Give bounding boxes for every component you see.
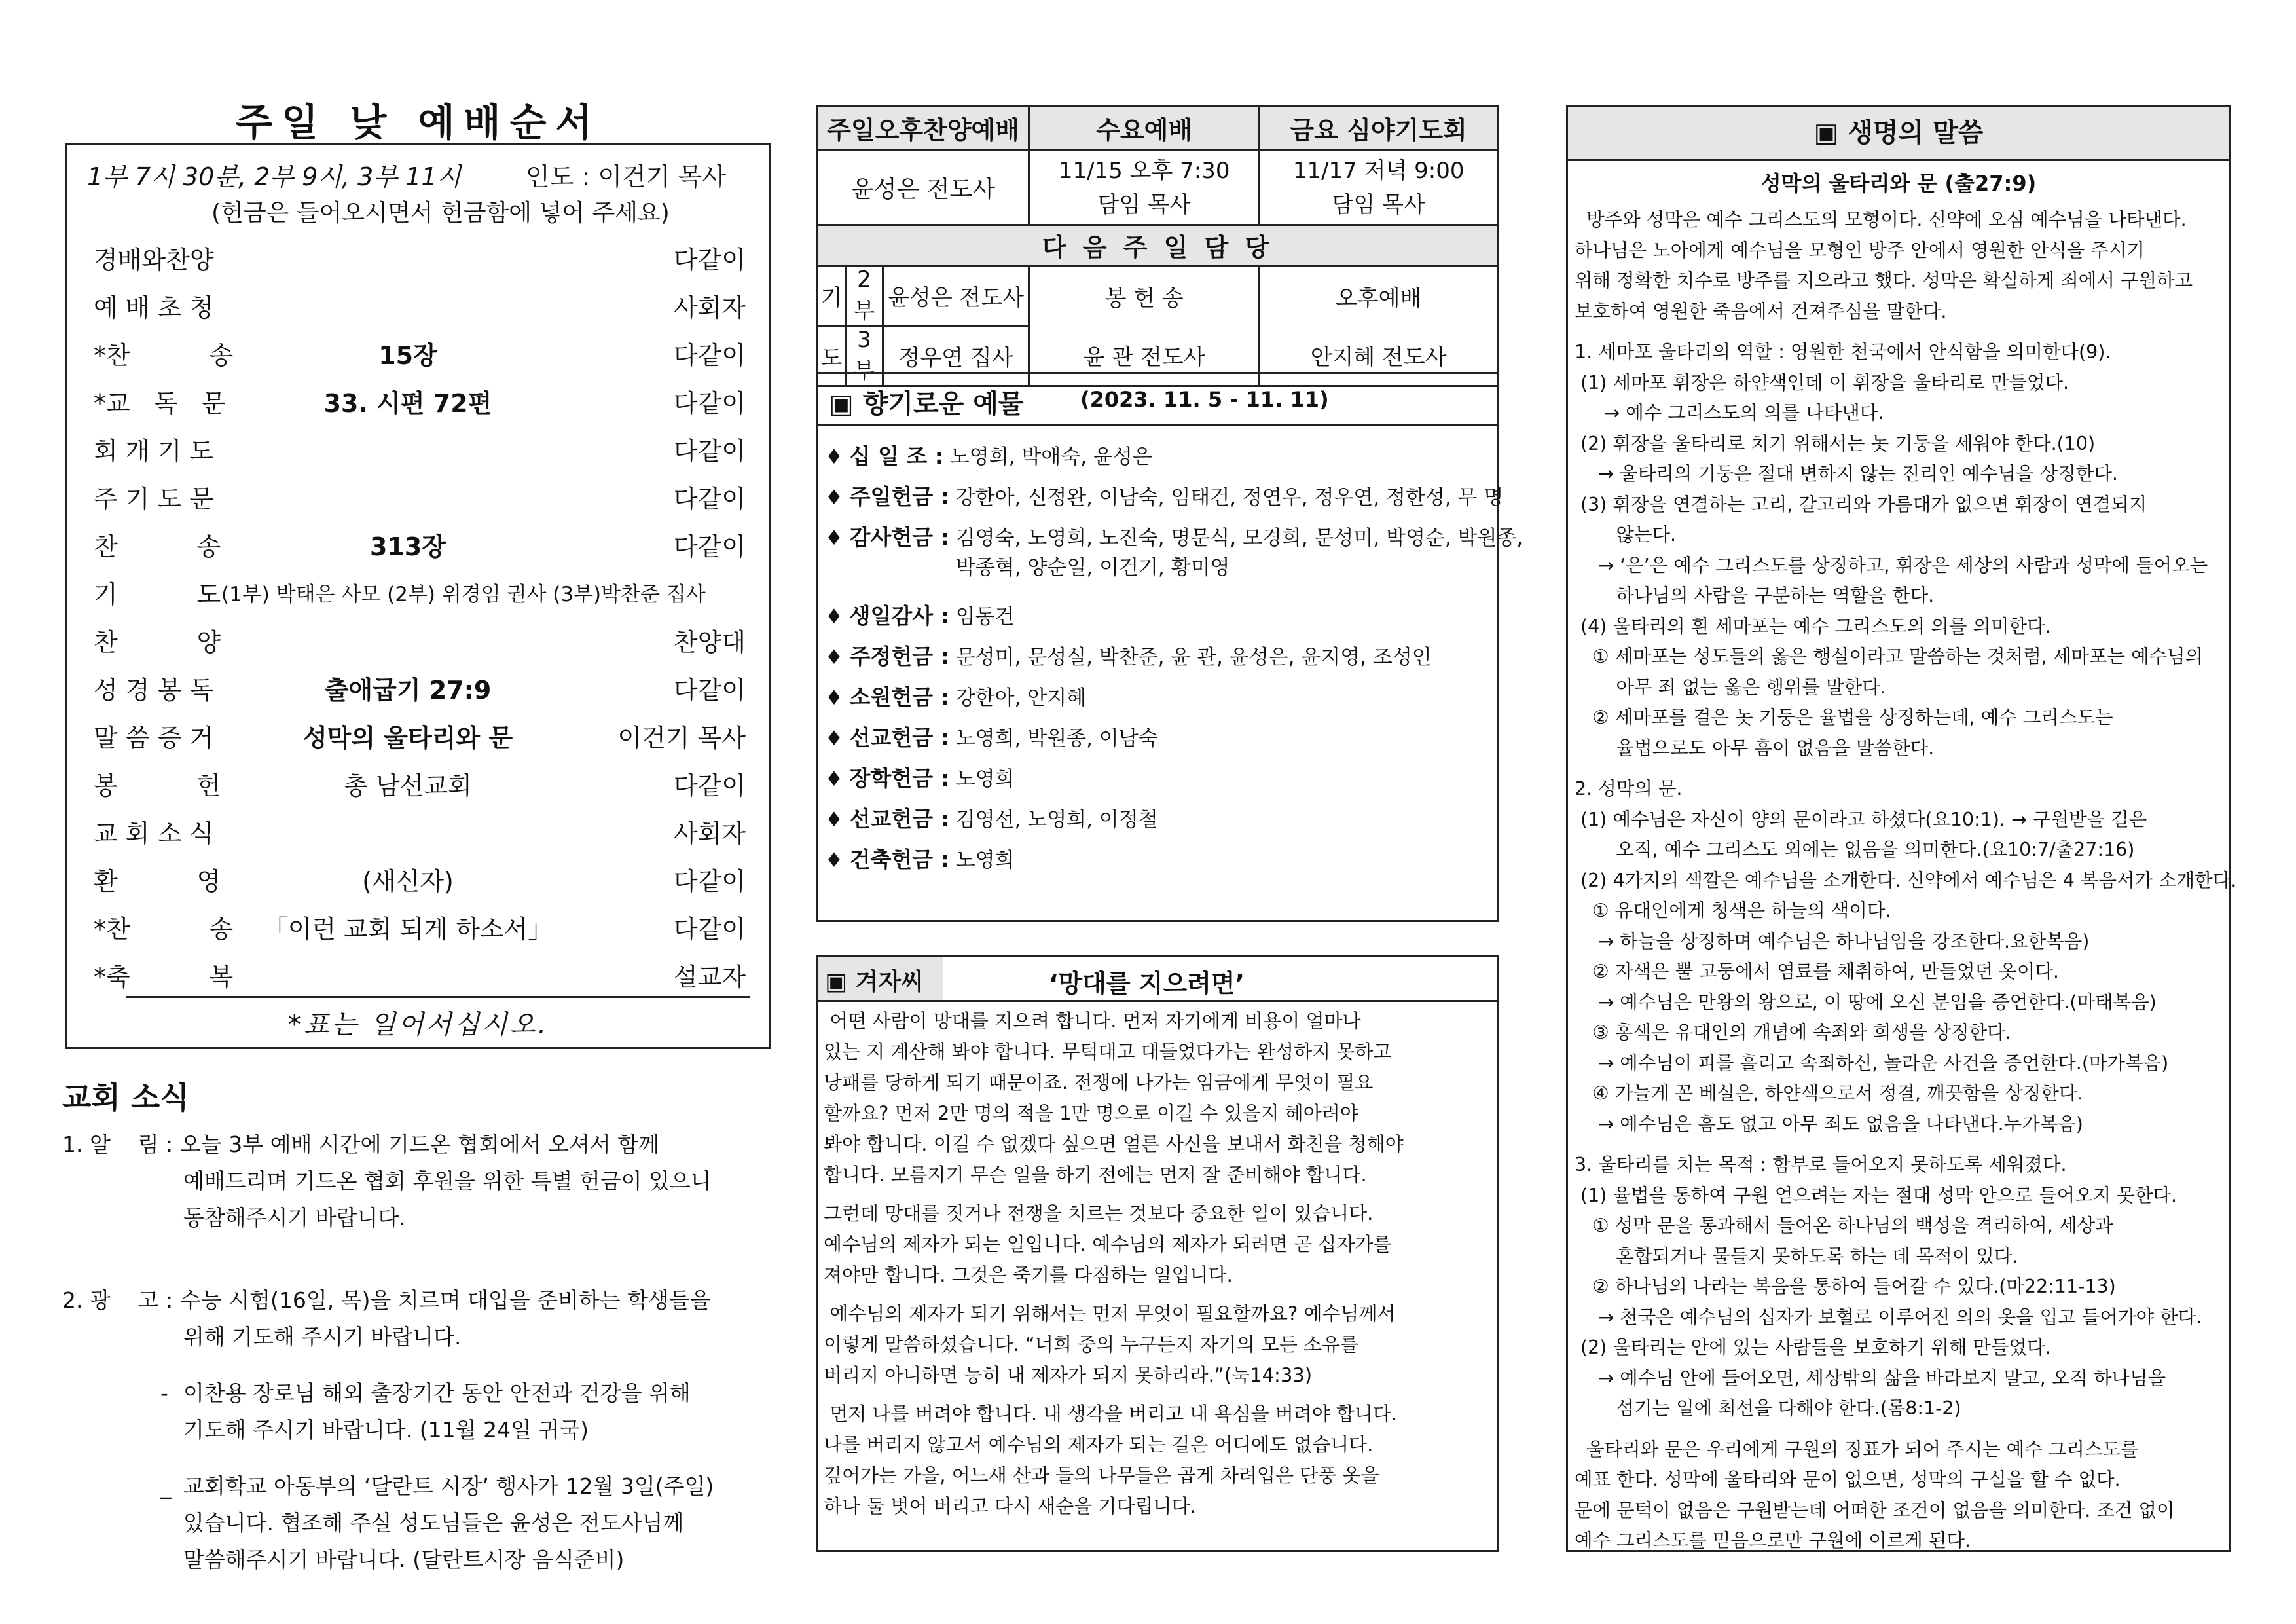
order-content: 313장 [369, 532, 446, 561]
sermon-line: 예표 한다. 성막에 울타리와 문이 없으면, 성막의 구실을 할 수 없다. [1575, 1469, 2121, 1490]
news-line: 위해 기도해 주시기 바랍니다. [183, 1324, 462, 1350]
stand-note: *표는 일어서십시오. [287, 1010, 549, 1040]
order-item: 찬 양 [94, 628, 221, 657]
mustard-line: 이렇게 말씀하셨습니다. “너희 중의 누구든지 자기의 모든 소유를 [824, 1333, 1359, 1356]
news-line: 수능 시험(16일, 목)을 치르며 대입을 준비하는 학생들을 [180, 1287, 711, 1313]
schedule-header-sunday-pm: 주일오후찬양예배 [818, 106, 1029, 151]
order-who: 다같이 [673, 437, 746, 466]
order-row [67, 906, 769, 953]
news-subitem-dash: _ [160, 1473, 172, 1499]
mustard-line: 나를 버리지 않고서 예수님의 제자가 되는 길은 어디에도 없습니다. [824, 1433, 1374, 1456]
sermon-line: ① 세마포는 성도들의 옳은 행실이라고 말씀하는 것처럼, 세마포는 예수님의 [1575, 646, 2204, 667]
offering-label: 장학헌금 : [849, 766, 949, 791]
order-content: 출애굽기 27:9 [324, 676, 492, 705]
sermon-line: (1) 예수님은 자신이 양의 문이라고 하셨다(요10:1). → 구원받을 길은 [1575, 808, 2147, 830]
order-item: *찬 송 [94, 915, 234, 944]
news-line: 동참해주시기 바랍니다. [183, 1205, 406, 1230]
order-item: 회 개 기 도 [94, 437, 214, 466]
offerings-list [818, 439, 1523, 911]
friday-cell [1260, 151, 1498, 225]
offering-label: 감사헌금 : [849, 525, 949, 550]
prayer-part3: 3부 [846, 326, 883, 386]
sermon-line: (1) 율법을 통하여 구원 얻으려는 자는 절대 성막 안으로 들어오지 못한다. [1575, 1184, 2177, 1206]
offering-item: ♦ 소원헌금 : 강한아, 안지혜 [825, 684, 1087, 710]
mustard-line: 합니다. 모름지기 무슨 일을 하기 전에는 먼저 잘 준비해야 합니다. [824, 1164, 1367, 1186]
offering-label: 선교헌금 : [849, 725, 949, 750]
mustard-line: 예수님의 제자가 되는 일입니다. 예수님의 제자가 되려면 곧 십자가를 [824, 1233, 1392, 1255]
order-who: 찬양대 [673, 628, 746, 657]
offering-label: 생일감사 : [849, 603, 949, 629]
order-who: 다같이 [673, 485, 746, 513]
order-item: *찬 송 [94, 341, 234, 370]
pm-service-name: 안지혜 전도사 [1260, 326, 1498, 386]
order-row [67, 953, 769, 1001]
news-title: 교회 소식 [62, 1080, 189, 1115]
offering-item: ♦ 장학헌금 : 노영희 [825, 766, 1015, 791]
order-item: 찬 송 [94, 532, 221, 561]
offering-names: 김영선, 노영희, 이정철 [955, 808, 1158, 832]
offering-label: 십 일 조 : [849, 443, 943, 469]
sermon-line: ② 세마포를 걸은 놋 기둥은 율법을 상징하는데, 예수 그리스도는 [1575, 707, 2113, 728]
order-item: 주 기 도 문 [94, 485, 214, 513]
order-item: 봉 헌 [94, 771, 221, 800]
order-content: 33. 시편 72편 [323, 389, 492, 418]
sermon-line: (2) 울타리는 안에 있는 사람들을 보호하기 위해 만들었다. [1575, 1337, 2051, 1358]
sermon-line: 혼합되거나 물들지 못하도록 하는 데 목적이 있다. [1575, 1245, 2018, 1267]
offerings-period: (2023. 11. 5 - 11. 11) [1080, 387, 1329, 412]
sermon-line: (2) 4가지의 색깔은 예수님을 소개한다. 신약에서 예수님은 4 복음서가 소개한다. [1575, 869, 2237, 891]
offerings-header [818, 374, 1497, 426]
order-item: 교 회 소 식 [94, 819, 214, 848]
order-row [67, 858, 769, 905]
mustard-line: 봐야 합니다. 이길 수 없겠다 싶으면 얼른 사신을 보내서 화친을 청해야 [824, 1133, 1404, 1155]
order-content: (1부) 박태은 사모 (2부) 위경임 권사 (3부)박찬준 집사 [221, 583, 706, 606]
offering-label: 주정헌금 : [849, 644, 949, 669]
wednesday-time: 11/15 오후 7:30 [1058, 157, 1230, 184]
order-item: 예 배 초 청 [94, 293, 214, 322]
order-who: 사회자 [673, 293, 746, 322]
mustard-line: 져야만 합니다. 그것은 죽기를 다짐하는 일입니다. [824, 1264, 1233, 1286]
order-row [67, 428, 769, 475]
news-label: 1. 알 림 : [62, 1132, 173, 1157]
order-who: 다같이 [673, 676, 746, 705]
order-title: 주일 낮 예배순서 [236, 100, 602, 145]
offering-names: 노영희 [955, 767, 1015, 791]
order-row [67, 667, 769, 714]
sermon-line: 보호하여 영원한 죽음에서 건져주심을 말한다. [1575, 300, 1947, 322]
offering-label: 건축헌금 : [849, 847, 949, 872]
friday-leader: 담임 목사 [1332, 191, 1425, 218]
sermon-box [1566, 105, 2237, 1552]
offering-label: 주일헌금 : [849, 484, 949, 509]
sermon-line: (4) 울타리의 흰 세마포는 예수 그리스도의 의를 의미한다. [1575, 615, 2051, 637]
order-row [67, 380, 769, 427]
sermon-line: (2) 휘장을 울타리로 치기 위해서는 놋 기둥을 세워야 한다.(10) [1575, 432, 2096, 454]
offering-names: 노영희, 박원종, 이남숙 [955, 727, 1158, 750]
mustard-line: 버리지 아니하면 능히 내 제자가 되지 못하리라.”(눅14:33) [824, 1364, 1313, 1386]
order-item: 기 도 [94, 580, 221, 609]
order-row [67, 762, 769, 809]
sermon-line: ② 자색은 뿔 고둥에서 염료를 채취하여, 만들었던 옷이다. [1575, 961, 2059, 982]
prayer-label-gi: 기 [818, 266, 846, 326]
offering-item: ♦ 건축헌금 : 노영희 [825, 847, 1015, 872]
pm-service-title: 오후예배 [1260, 266, 1498, 326]
offering-item: ♦ 주정헌금 : 문성미, 문성실, 박찬준, 윤 관, 윤성은, 윤지영, 조성인 [825, 644, 1432, 669]
sermon-line: → 예수님이 피를 흘리고 속죄하신, 놀라운 사건을 증언한다.(마가복음) [1575, 1052, 2169, 1074]
sermon-line: → 예수 그리스도의 의를 나타낸다. [1575, 402, 1884, 424]
mustard-line: 있는 지 계산해 봐야 합니다. 무턱대고 대들었다가는 완성하지 못하고 [824, 1041, 1392, 1063]
order-divider [126, 996, 750, 998]
mustard-line: 먼저 나를 버려야 합니다. 내 생각을 버리고 내 욕심을 버려야 합니다. [824, 1403, 1398, 1425]
sermon-line: 예수 그리스도를 믿음으로만 구원에 이르게 된다. [1575, 1530, 1971, 1551]
offerings-title: ▣ 향기로운 예물 [829, 389, 1024, 419]
prayer-label-do: 도 [818, 326, 846, 386]
news-subitem-line: 있습니다. 협조해 주실 성도님들은 윤성은 전도사님께 [183, 1510, 684, 1536]
order-who: 다같이 [673, 532, 746, 561]
order-who: 다같이 [673, 867, 746, 896]
offering-item: ♦ 주일헌금 : 강한아, 신정완, 이남숙, 임태건, 정연우, 정우연, 정한성, 무 명 [825, 484, 1504, 509]
sermon-line: → 예수님은 흠도 없고 아무 죄도 없음을 나타낸다.누가복음) [1575, 1113, 2083, 1135]
order-item: 환 영 [94, 867, 221, 896]
mustard-line: 하나 둘 벗어 버리고 다시 새순을 기다립니다. [824, 1495, 1196, 1517]
offering-names: 박종혁, 양순일, 이건기, 황미영 [956, 556, 1230, 580]
offering-song-name: 윤 관 전도사 [1029, 326, 1260, 386]
order-content: 성막의 울타리와 문 [302, 724, 513, 752]
schedule-header-friday: 금요 심야기도회 [1260, 106, 1498, 151]
offering-item: ♦ 감사헌금 : 김영숙, 노영희, 노진숙, 명문식, 모경희, 문성미, 박영순, 박원종, [825, 525, 1523, 550]
mustard-line: 어떤 사람이 망대를 지으려 합니다. 먼저 자기에게 비용이 얼마나 [824, 1010, 1361, 1032]
offering-names: 강한아, 신정완, 이남숙, 임태건, 정연우, 정우연, 정한성, 무 명 [955, 486, 1504, 509]
sermon-line: → ‘은’은 예수 그리스도를 상징하고, 휘장은 세상의 사람과 성막에 들어오는 [1575, 554, 2208, 576]
news-subitem-line: 기도해 주시기 바랍니다. (11월 24일 귀국) [183, 1417, 589, 1443]
news-list [62, 1126, 769, 1572]
sermon-line: 오직, 예수 그리스도 외에는 없음을 의미한다.(요10:7/출27:16) [1575, 839, 2135, 860]
schedule-table [816, 105, 1499, 387]
sermon-line: 하나님의 사람을 구분하는 역할을 한다. [1575, 585, 1935, 606]
offering-names: 문성미, 문성실, 박찬준, 윤 관, 윤성은, 윤지영, 조성인 [955, 646, 1432, 669]
mustard-header [818, 957, 1497, 1002]
order-row [67, 284, 769, 331]
order-row [67, 475, 769, 523]
sermon-line: 않는다. [1575, 524, 1677, 545]
prayer-part2: 2부 [846, 266, 883, 326]
sermon-subtitle: 성막의 울타리와 문 (출27:9) [1760, 171, 2037, 196]
sermon-line: 아무 죄 없는 옳은 행위를 말한다. [1575, 676, 1886, 698]
offering-label: 소원헌금 : [849, 684, 949, 710]
wednesday-leader: 담임 목사 [1097, 191, 1191, 218]
order-row [67, 810, 769, 857]
friday-time: 11/17 저녁 9:00 [1292, 157, 1465, 184]
sermon-line: ① 유대인에게 청색은 하늘의 색이다. [1575, 900, 1891, 921]
order-who: 다같이 [673, 771, 746, 800]
offering-names: 임동건 [955, 605, 1015, 629]
sermon-line: ② 하나님의 나라는 복음을 통하여 들어갈 수 있다.(마22:11-13) [1575, 1276, 2116, 1297]
order-item: 경배와찬양 [94, 246, 214, 274]
mustard-line: 그런데 망대를 짓거나 전쟁을 치르는 것보다 중요한 일이 있습니다. [824, 1202, 1374, 1225]
offering-names: 강한아, 안지혜 [955, 686, 1087, 710]
order-box [65, 143, 771, 1049]
offering-item [956, 551, 1230, 580]
order-row [67, 523, 769, 570]
next-week-title: 다 음 주 일 담 당 [818, 225, 1498, 266]
sermon-line: 문에 문턱이 없음은 구원받는데 어떠한 조건이 없음을 의미한다. 조건 없이 [1575, 1499, 2175, 1521]
order-content: 15장 [378, 341, 437, 370]
order-row [67, 571, 769, 618]
mustard-line: 낭패를 당하게 되기 때문이죠. 전쟁에 나가는 임금에게 무엇이 필요 [824, 1071, 1374, 1094]
order-note: (헌금은 들어오시면서 헌금함에 넣어 주세요) [211, 200, 670, 227]
offering-names: 노영희 [955, 849, 1015, 872]
order-content: 총 남선교회 [344, 771, 472, 800]
order-list [67, 236, 769, 996]
prayer-part2-name: 윤성은 전도사 [883, 266, 1029, 326]
sermon-line: → 예수님 안에 들어오면, 세상밖의 삶을 바라보지 말고, 오직 하나님을 [1575, 1367, 2166, 1389]
sermon-line: → 하늘을 상징하며 예수님은 하나님임을 강조한다.요한복음) [1575, 930, 2090, 952]
sermon-line: ① 성막 문을 통과해서 들어온 하나님의 백성을 격리하여, 세상과 [1575, 1215, 2113, 1236]
order-who: 다같이 [673, 246, 746, 274]
order-who: 사회자 [673, 819, 746, 848]
news-label: 2. 광 고 : [62, 1287, 173, 1313]
offering-item: ♦ 십 일 조 : 노영희, 박애숙, 윤성은 [825, 443, 1152, 469]
sermon-line: ③ 홍색은 유대인의 개념에 속죄와 희생을 상징한다. [1575, 1022, 2011, 1043]
order-item: *교 독 문 [94, 389, 226, 418]
order-content: 「이런 교회 되게 하소서」 [263, 915, 553, 944]
mustard-label: ▣ 겨자씨 [825, 969, 924, 995]
order-item: *축 복 [94, 963, 234, 991]
sermon-header: ▣ 생명의 말씀 [1568, 107, 2229, 161]
order-item: 성 경 봉 독 [94, 676, 214, 705]
sermon-line: 2. 성막의 문. [1575, 778, 1683, 800]
sermon-line: 울타리와 문은 우리에게 구원의 징표가 되어 주시는 예수 그리스도를 [1575, 1438, 2139, 1460]
sermon-line: 하나님은 노아에게 예수님을 모형인 방주 안에서 영원한 안식을 주시기 [1575, 239, 2145, 261]
order-who: 이건기 목사 [617, 724, 746, 752]
order-leader: 인도 : 이건기 목사 [526, 162, 726, 191]
sermon-line: (3) 휘장을 연결하는 고리, 갈고리와 가름대가 없으면 휘장이 연결되지 [1575, 493, 2147, 515]
news-subitem-line: 말씀해주시기 바랍니다. (달란트시장 음식준비) [183, 1547, 625, 1572]
sermon-line: 3. 울타리를 치는 목적 : 함부로 들어오지 못하도록 세워졌다. [1575, 1154, 2067, 1175]
mustard-line: 할까요? 먼저 2만 명의 적을 1만 명으로 이길 수 있을지 헤아려야 [824, 1102, 1358, 1124]
sermon-line: (1) 세마포 휘장은 하얀색인데 이 휘장을 울타리로 만들었다. [1575, 371, 2069, 394]
sermon-line: 위해 정확한 치수로 방주를 지으라고 했다. 성막은 확실하게 죄에서 구원하고 [1575, 270, 2193, 291]
news-line: 오늘 3부 예배 시간에 기드온 협회에서 오셔서 함께 [180, 1132, 659, 1157]
news-subitem-line: 이찬용 장로님 해외 출장기간 동안 안전과 건강을 위해 [183, 1380, 691, 1406]
sermon-line: 방주와 성막은 예수 그리스도의 모형이다. 신약에 오심 예수님을 나타낸다. [1575, 209, 2187, 231]
order-who: 다같이 [673, 341, 746, 370]
sermon-line: 율법으로도 아무 흠이 없음을 말씀한다. [1575, 737, 1935, 759]
order-times: 1부 7시 30분, 2부 9시, 3부 11시 [87, 162, 462, 191]
order-row [67, 619, 769, 666]
mustard-title: ‘망대를 지으려면’ [1049, 969, 1245, 998]
offering-song-title: 봉 헌 송 [1029, 266, 1260, 326]
news-line: 예배드리며 기드온 협회 후원을 위한 특별 헌금이 있으니 [183, 1168, 712, 1194]
prayer-part3-name: 정우연 집사 [883, 326, 1029, 386]
offerings-box [816, 372, 1523, 922]
sermon-line: → 예수님은 만왕의 왕으로, 이 땅에 오신 분임을 증언한다.(마태복음) [1575, 991, 2157, 1013]
offering-item: ♦ 생일감사 : 임동건 [825, 603, 1015, 629]
order-row [67, 236, 769, 284]
news-subitem-line: 교회학교 아동부의 ‘달란트 시장’ 행사가 12월 3일(주일) [183, 1473, 714, 1499]
sermon-line: → 울타리의 기둥은 절대 변하지 않는 진리인 예수님을 상징한다. [1575, 463, 2118, 485]
sunday-pm-leader: 윤성은 전도사 [818, 151, 1029, 225]
mustard-box [816, 955, 1499, 1552]
order-item: 말 씀 증 거 [94, 724, 214, 752]
offering-names: 김영숙, 노영희, 노진숙, 명문식, 모경희, 문성미, 박영순, 박원종, [955, 526, 1523, 550]
sermon-line: ④ 가늘게 꼰 베실은, 하얀색으로서 정결, 깨끗함을 상징한다. [1575, 1082, 2083, 1104]
sermon-line: → 천국은 예수님의 십자가 보혈로 이루어진 의의 옷을 입고 들어가야 한다. [1575, 1306, 2202, 1328]
offering-item: ♦ 선교헌금 : 김영선, 노영희, 이정철 [825, 806, 1158, 832]
offering-names: 노영희, 박애숙, 윤성은 [949, 445, 1152, 469]
wednesday-cell [1029, 151, 1260, 225]
order-content: (새신자) [362, 867, 454, 896]
news-subitem-dash: - [160, 1380, 168, 1406]
order-row [67, 714, 769, 762]
sermon-line: 1. 세마포 울타리의 역할 : 영원한 천국에서 안식함을 의미한다(9). [1575, 341, 2111, 363]
order-who: 다같이 [673, 389, 746, 418]
order-who: 설교자 [673, 963, 746, 991]
mustard-line: 깊어가는 가을, 어느새 산과 들의 나무들은 곱게 차려입은 단풍 옷을 [824, 1464, 1379, 1486]
offering-item: ♦ 선교헌금 : 노영희, 박원종, 이남숙 [825, 725, 1158, 750]
offering-label: 선교헌금 : [849, 806, 949, 832]
order-who: 다같이 [673, 915, 746, 944]
schedule-header-wednesday: 수요예배 [1029, 106, 1260, 151]
sermon-line: 섬기는 일에 최선을 다해야 한다.(롬8:1-2) [1575, 1397, 1961, 1419]
order-row [67, 332, 769, 379]
mustard-line: 예수님의 제자가 되기 위해서는 먼저 무엇이 필요할까요? 예수님께서 [824, 1302, 1396, 1325]
